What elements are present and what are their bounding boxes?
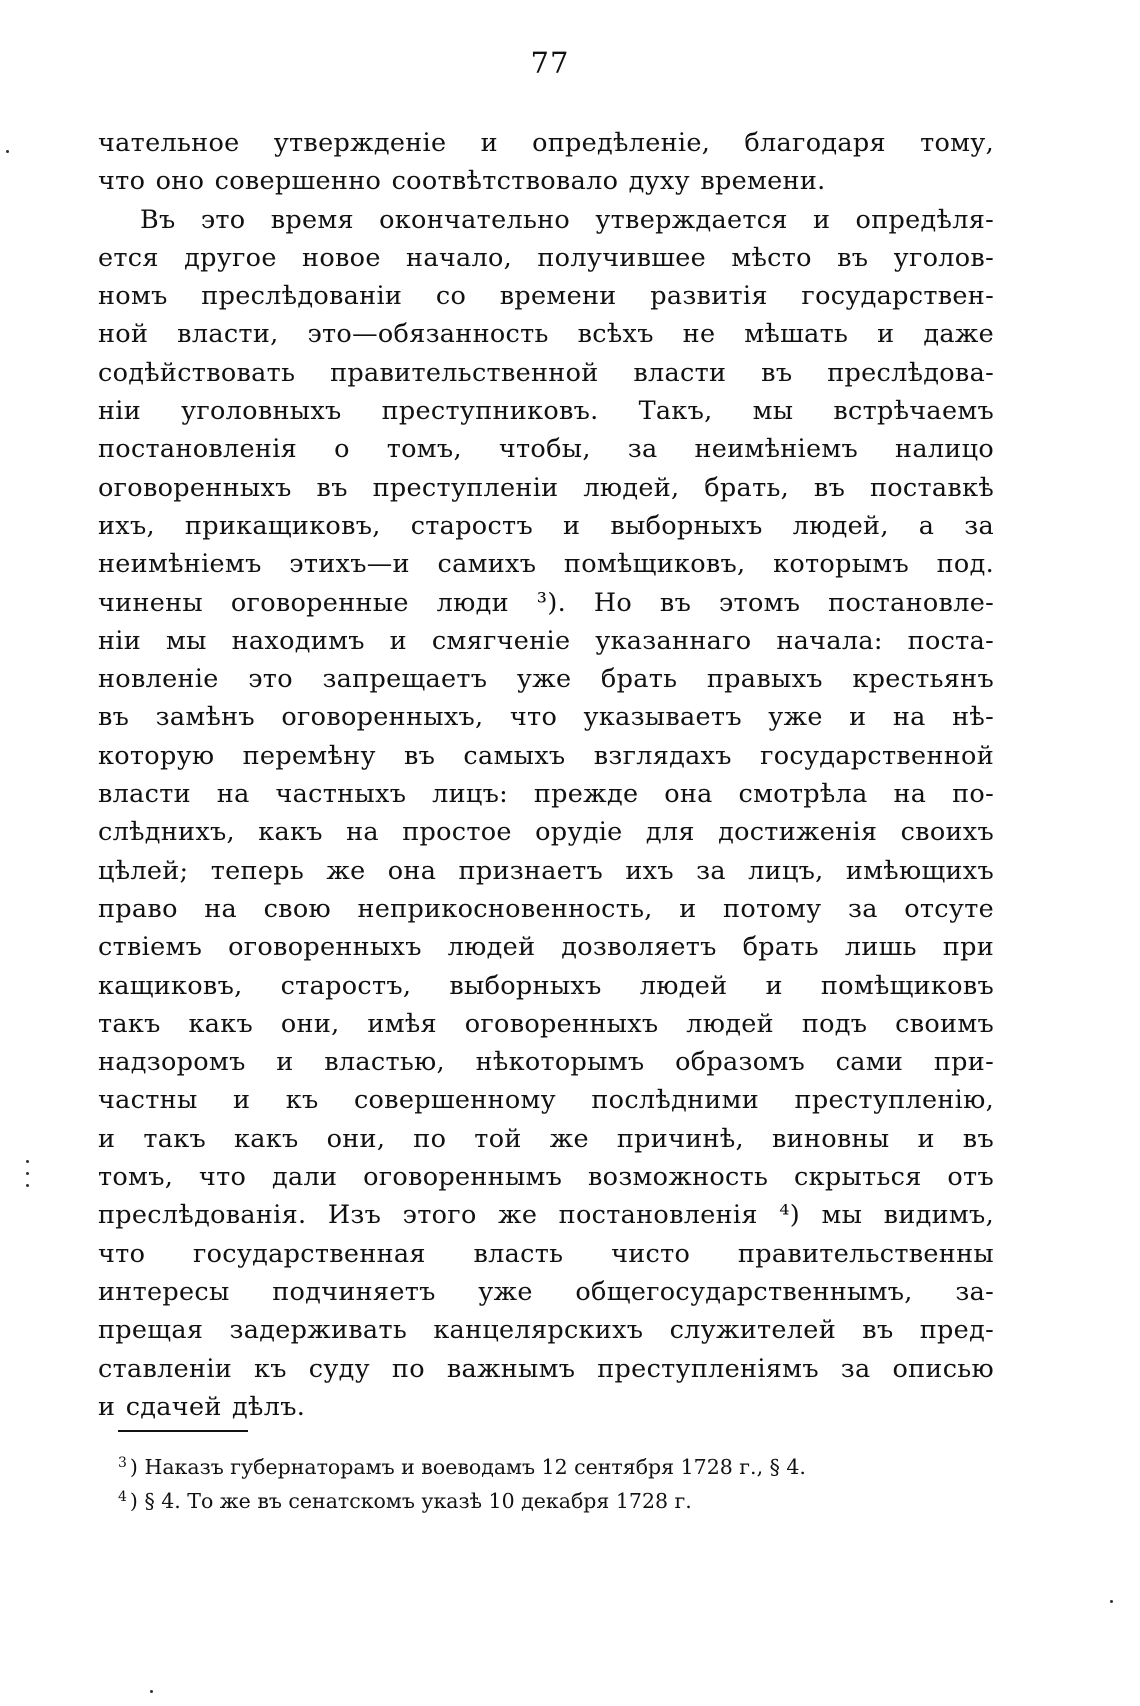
text-line: что оно совершенно соотвѣтствовало духу времени. [98,166,826,197]
text-line: власти на частныхъ лицъ: прежде она смотрѣла на по- [98,779,994,810]
text-line: интересы подчиняетъ уже общегосударственнымъ, за- [98,1276,994,1307]
text-line: слѣднихъ, какъ на простое орудіе для достиженія своихъ [98,817,994,848]
text-line: ной власти, это—обязанность всѣхъ не мѣшать и даже [98,319,994,350]
scan-speck [26,1160,29,1163]
text-line: чинены оговоренные люди ³). Но въ этомъ постановле- [98,587,994,618]
text-line: оговоренныхъ въ преступленіи людей, брать, въ поставкѣ [98,472,994,503]
scan-speck [6,150,9,153]
footnotes [118,1446,918,1514]
body-text [98,124,994,1426]
footnote-text: § 4. То же въ сенатскомъ указѣ 10 декабря 1728 г. [144,1489,692,1513]
text-line: которую перемѣну въ самыхъ взглядахъ государственной [98,740,994,771]
footnote-marker: 3 [118,1455,127,1471]
text-line: ніи мы находимъ и смягченіе указаннаго начала: поста- [98,625,994,656]
text-line: постановленія о томъ, чтобы, за неимѣніемъ налицо [98,434,994,465]
text-line: ніи уголовныхъ преступниковъ. Такъ, мы встрѣчаемъ [98,396,994,427]
text-line: ставленіи къ суду по важнымъ преступленіямъ за описью [98,1353,994,1384]
text-line: Въ это время окончательно утверждается и опредѣля- [140,204,994,235]
text-line: новленіе это запрещаетъ уже брать правыхъ крестьянъ [98,664,994,695]
text-line: частны и къ совершенному послѣдними преступленію, [98,1085,994,1116]
scan-speck [26,1172,29,1175]
footnote: $^4$ ) § 4. То же въ сенатскомъ указѣ 10 декабря 1728 г. [118,1489,692,1513]
text-line: ется другое новое начало, получившее мѣсто въ уголов- [98,242,994,273]
text-line: номъ преслѣдованіи со времени развитія государствен- [98,281,994,312]
text-line: что государственная власть чисто правительственны [98,1238,994,1269]
text-line: кащиковъ, старостъ, выборныхъ людей и помѣщиковъ [98,970,994,1001]
scan-speck [1110,1600,1113,1603]
text-line: неимѣніемъ этихъ—и самихъ помѣщиковъ, которымъ под. [98,549,994,580]
text-line: цѣлей; теперь же она признаетъ ихъ за лицъ, имѣющихъ [98,855,994,886]
text-line: чательное утвержденіе и опредѣленіе, благодаря тому, [98,128,994,158]
footnote-divider [118,1430,248,1432]
text-line: право на свою неприкосновенность, и потому за отсуте [98,893,994,924]
footnote-text: Наказъ губернаторамъ и воеводамъ 12 сентября 1728 г., § 4. [144,1455,806,1479]
text-line: въ замѣнъ оговоренныхъ, что указываетъ уже и на нѣ- [98,702,994,733]
text-line: ихъ, прикащиковъ, старостъ и выборныхъ людей, а за [98,510,994,541]
text-line: томъ, что дали оговореннымъ возможность скрыться отъ [98,1162,994,1193]
scan-speck [150,1690,153,1693]
text-line: содѣйствовать правительственной власти въ преслѣдова- [98,357,994,388]
text-line: и такъ какъ они, по той же причинѣ, виновны и въ [98,1123,994,1154]
footnote: $^3$ ) Наказъ губернаторамъ и воеводамъ 12 сентября 1728 г., § 4. [118,1455,806,1479]
text-line: и сдачей дѣлъ. [98,1391,306,1422]
text-line: такъ какъ они, имѣя оговоренныхъ людей подъ своимъ [98,1008,994,1039]
footnote-marker: 4 [118,1489,127,1505]
text-line: ствіемъ оговоренныхъ людей дозволяетъ брать лишь при [98,932,994,963]
text-line: преслѣдованія. Изъ этого же постановленія ⁴) мы видимъ, [98,1200,994,1231]
text-line: надзоромъ и властью, нѣкоторымъ образомъ сами при- [98,1047,994,1078]
text-line: прещая задерживать канцелярскихъ служителей въ пред- [98,1315,994,1346]
scan-speck [26,1184,29,1187]
page-number: 77 [530,46,570,80]
